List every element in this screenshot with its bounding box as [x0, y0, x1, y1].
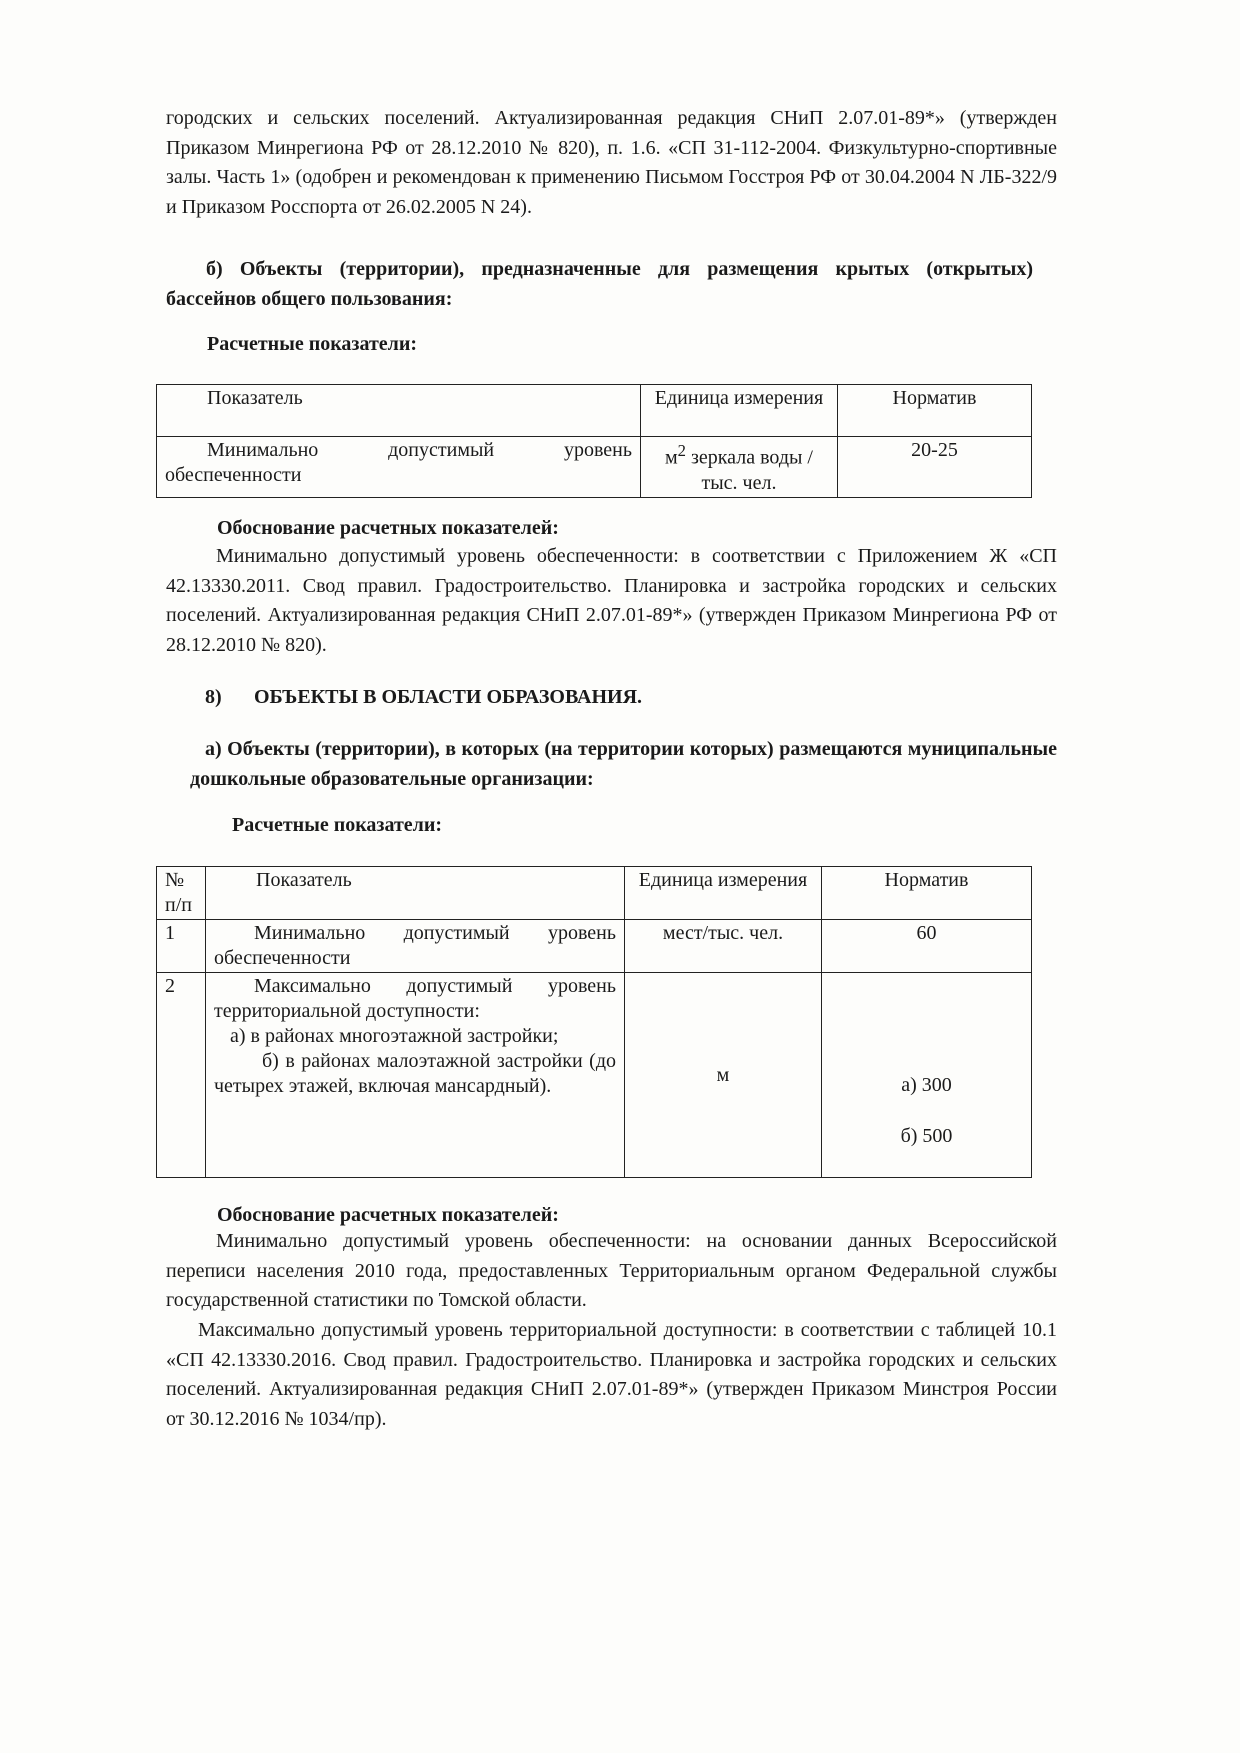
- intro-paragraph: городских и сельских поселений. Актуализированная редакция СНиП 2.07.01-89*» (утвержден Приказом Минрегиона РФ от 28.12.2010 № 820), п. 1.6. «СП 31-112-2004. Физкультурно-спортивные залы. Часть 1» (одобрен и рекомендован к применению Письмом Госстроя РФ от 30.04.2004 N ЛБ-322/9 и Приказом Росспорта от 26.02.2005 N 24).: [166, 107, 1057, 218]
- unit-prefix: м: [665, 446, 678, 469]
- section-b-justification-text: Минимально допустимый уровень обеспеченности: в соответствии с Приложением Ж «СП 42.13330.2011. Свод правил. Градостроительство. Планировка и застройка городских и сельских поселений. Актуализированная редакция СНиП 2.07.01-89*» (утвержден Приказом Минрегиона РФ от 28.12.2010 № 820).: [166, 545, 1057, 656]
- header-num: № п/п: [157, 867, 206, 920]
- cell-unit: м: [625, 973, 822, 1178]
- section-b-subheading: Расчетные показатели:: [207, 333, 418, 355]
- cell-indicator: Минимально допустимый уровень обеспеченности: [206, 920, 625, 973]
- cell-indicator: Минимально допустимый уровень обеспеченности: [157, 437, 641, 498]
- header-norm: Норматив: [838, 385, 1032, 437]
- section-8a-justification-text-2: Максимально допустимый уровень территориальной доступности: в соответствии с таблицей 10.1 «СП 42.13330.2016. Свод правил. Градостроительство. Планировка и застройка городских и сельских поселений. Актуализированная редакция СНиП 2.07.01-89*» (утвержден Приказом Минстроя России от 30.12.2016 № 1034/пр).: [166, 1319, 1057, 1430]
- section-8a-justification-heading: Обоснование расчетных показателей:: [217, 1204, 559, 1226]
- cell-indicator: [206, 973, 625, 1178]
- indicator-text: Максимально допустимый уровень территориальной доступности:: [214, 975, 616, 1022]
- indicator-item-a: а) в районах многоэтажной застройки;: [230, 1025, 559, 1047]
- cell-norm: [822, 973, 1032, 1178]
- header-norm: Норматив: [822, 867, 1032, 920]
- cell-num: 2: [157, 973, 206, 1178]
- cell-norm: 60: [822, 920, 1032, 973]
- norm-b: б) 500: [900, 1125, 953, 1147]
- unit-text: зеркала воды /тыс. чел.: [685, 446, 813, 494]
- table-row: [157, 920, 1032, 973]
- header-indicator: Показатель: [157, 385, 641, 437]
- section-8-number: 8): [205, 686, 222, 708]
- section-8a-subheading: Расчетные показатели:: [232, 814, 443, 836]
- section-b-justification-heading: Обоснование расчетных показателей:: [217, 517, 559, 539]
- norm-a: а) 300: [901, 1074, 952, 1096]
- table-header-row: [157, 385, 1032, 437]
- indicator-item-b: б) в районах малоэтажной застройки (до четырех этажей, включая мансардный).: [214, 1050, 616, 1097]
- header-unit: Единица измерения: [625, 867, 822, 920]
- unit-superscript: 2: [677, 441, 686, 460]
- header-indicator: Показатель: [206, 867, 625, 920]
- pools-indicator-table: [156, 384, 1032, 498]
- section-8-title: ОБЪЕКТЫ В ОБЛАСТИ ОБРАЗОВАНИЯ.: [254, 686, 643, 708]
- cell-norm: 20-25: [838, 437, 1032, 498]
- cell-num: 1: [157, 920, 206, 973]
- header-unit: Единица измерения: [641, 385, 838, 437]
- cell-unit: мест/тыс. чел.: [625, 920, 822, 973]
- cell-unit: [641, 437, 838, 498]
- section-8a-justification-text-1: Минимально допустимый уровень обеспеченности: на основании данных Всероссийской переписи населения 2010 года, предоставленных Территориальным органом Федеральной службы государственной статистики по Томской области.: [166, 1230, 1057, 1311]
- section-b-heading: б) Объекты (территории), предназначенные для размещения крытых (открытых) бассейнов общего пользования:: [166, 258, 1033, 310]
- table-row: [157, 973, 1032, 1178]
- table-row: [157, 437, 1032, 498]
- table-header-row: [157, 867, 1032, 920]
- section-8a-heading: а) Объекты (территории), в которых (на территории которых) размещаются муниципальные дошкольные образовательные организации:: [190, 738, 1057, 790]
- preschool-indicator-table: [156, 866, 1032, 1178]
